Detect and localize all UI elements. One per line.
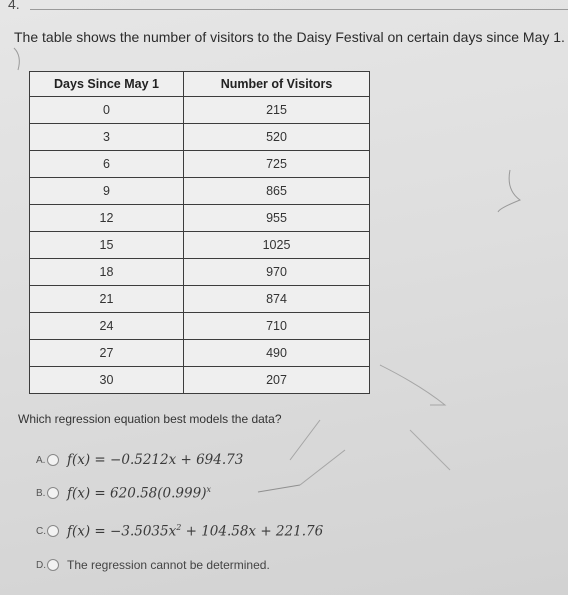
regression-question: Which regression equation best models the data? [18, 412, 282, 426]
table-header-row [30, 72, 370, 97]
days-cell: 27 [30, 340, 184, 367]
choice-d-text: The regression cannot be determined. [67, 558, 270, 572]
days-cell: 24 [30, 313, 184, 340]
choice-letter: B. [36, 487, 46, 499]
radio-button-b[interactable] [47, 487, 59, 499]
table-row [30, 124, 370, 151]
choice-letter: A. [36, 454, 46, 466]
question-number: 4. [8, 0, 20, 12]
choice-c-exponent: 2 [176, 523, 182, 532]
question-prompt: The table shows the number of visitors to the Daisy Festival on certain days since May 1. [14, 29, 565, 45]
choice-a-text: f(x) = −0.5212x + 694.73 [67, 452, 244, 468]
days-cell: 21 [30, 286, 184, 313]
visitors-cell: 725 [184, 151, 370, 178]
pencil-mark [258, 485, 300, 492]
days-cell: 12 [30, 205, 184, 232]
visitors-cell: 520 [184, 124, 370, 151]
visitors-table [29, 71, 370, 394]
radio-button-a[interactable] [47, 454, 59, 466]
pencil-mark [498, 170, 520, 212]
table-row [30, 313, 370, 340]
days-cell: 15 [30, 232, 184, 259]
table-row [30, 151, 370, 178]
days-cell: 3 [30, 124, 184, 151]
visitors-cell: 215 [184, 97, 370, 124]
choice-c-rest: + 104.58x + 221.76 [181, 523, 324, 540]
visitors-cell: 865 [184, 178, 370, 205]
radio-button-d[interactable] [47, 559, 59, 571]
days-cell: 9 [30, 178, 184, 205]
pencil-mark [410, 430, 450, 470]
days-cell: 30 [30, 367, 184, 394]
choice-b-base: f(x) = 620.58(0.999) [67, 485, 207, 502]
table-row [30, 97, 370, 124]
pencil-mark [290, 420, 320, 460]
radio-button-c[interactable] [47, 525, 59, 537]
days-cell: 0 [30, 97, 184, 124]
top-divider [30, 9, 568, 10]
visitors-cell: 207 [184, 367, 370, 394]
table-row [30, 178, 370, 205]
choice-c-text [67, 523, 323, 540]
table-row [30, 205, 370, 232]
choice-c[interactable] [36, 523, 323, 540]
choice-b-text [67, 485, 211, 502]
visitors-cell: 710 [184, 313, 370, 340]
table-row [30, 340, 370, 367]
visitors-cell: 1025 [184, 232, 370, 259]
pencil-mark [300, 450, 345, 485]
table-row [30, 367, 370, 394]
pencil-mark [380, 365, 445, 405]
visitors-cell: 874 [184, 286, 370, 313]
choice-b[interactable] [36, 485, 211, 502]
header-visitors: Number of Visitors [184, 72, 370, 97]
header-days: Days Since May 1 [30, 72, 184, 97]
visitors-cell: 970 [184, 259, 370, 286]
days-cell: 18 [30, 259, 184, 286]
table-row [30, 259, 370, 286]
table-row [30, 286, 370, 313]
visitors-cell: 955 [184, 205, 370, 232]
choice-b-exponent: x [206, 485, 211, 494]
choice-a[interactable] [36, 452, 243, 468]
choice-letter: C. [36, 525, 46, 537]
table-row [30, 232, 370, 259]
pencil-mark [14, 48, 19, 70]
visitors-cell: 490 [184, 340, 370, 367]
choice-letter: D. [36, 559, 46, 571]
choice-d[interactable] [36, 558, 270, 572]
choice-c-base: f(x) = −3.5035x [67, 523, 177, 540]
days-cell: 6 [30, 151, 184, 178]
